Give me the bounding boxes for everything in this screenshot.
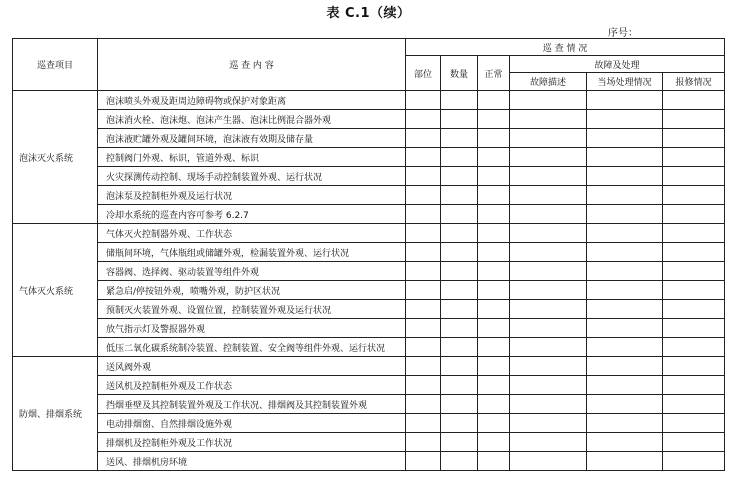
inspection-content-cell: 电动排烟窗、自然排烟设施外观 [98,414,406,433]
fault-description-cell[interactable] [510,395,587,414]
normal-cell[interactable] [478,167,510,186]
onsite-handling-cell[interactable] [587,167,663,186]
normal-cell[interactable] [478,91,510,110]
inspection-content-cell: 控制阀门外观、标识，管道外观、标识 [98,148,406,167]
onsite-handling-cell[interactable] [587,129,663,148]
location-cell[interactable] [406,300,441,319]
inspection-content-cell: 低压二氧化碳系统制冷装置、控制装置、安全阀等组件外观、运行状况 [98,338,406,357]
fault-description-cell[interactable] [510,110,587,129]
onsite-handling-cell[interactable] [587,186,663,205]
onsite-handling-cell[interactable] [587,319,663,338]
onsite-handling-cell[interactable] [587,452,663,471]
header-content: 巡 查 内 容 [98,39,406,91]
table-row [13,243,725,262]
normal-cell[interactable] [478,186,510,205]
quantity-cell[interactable] [441,110,478,129]
inspection-table [12,38,725,471]
table-row [13,433,725,452]
table-row [13,129,725,148]
location-cell[interactable] [406,243,441,262]
inspection-content-cell: 储瓶间环境，气体瓶组或储罐外观，检漏装置外观、运行状况 [98,243,406,262]
normal-cell[interactable] [478,319,510,338]
fault-description-cell[interactable] [510,300,587,319]
onsite-handling-cell[interactable] [587,91,663,110]
table-row [13,414,725,433]
repair-status-cell[interactable] [663,395,725,414]
quantity-cell[interactable] [441,395,478,414]
onsite-handling-cell[interactable] [587,357,663,376]
repair-status-cell[interactable] [663,281,725,300]
table-row [13,338,725,357]
onsite-handling-cell[interactable] [587,224,663,243]
table-row [13,357,725,376]
quantity-cell[interactable] [441,452,478,471]
inspection-content-cell: 送风阀外观 [98,357,406,376]
quantity-cell[interactable] [441,433,478,452]
inspection-content-cell: 预制灭火装置外观、设置位置，控制装置外观及运行状况 [98,300,406,319]
header-onsite-handling: 当场处理情况 [587,73,663,91]
normal-cell[interactable] [478,452,510,471]
quantity-cell[interactable] [441,205,478,224]
normal-cell[interactable] [478,243,510,262]
quantity-cell[interactable] [441,262,478,281]
table-row [13,376,725,395]
normal-cell[interactable] [478,338,510,357]
repair-status-cell[interactable] [663,300,725,319]
inspection-item-cell: 气体灭火系统 [13,224,98,357]
fault-description-cell[interactable] [510,205,587,224]
inspection-item-cell: 防烟、排烟系统 [13,357,98,471]
table-row [13,395,725,414]
fault-description-cell[interactable] [510,414,587,433]
normal-cell[interactable] [478,129,510,148]
onsite-handling-cell[interactable] [587,300,663,319]
header-fault-description: 故障描述 [510,73,587,91]
header-quantity: 数量 [441,56,478,91]
quantity-cell[interactable] [441,376,478,395]
quantity-cell[interactable] [441,281,478,300]
normal-cell[interactable] [478,148,510,167]
inspection-content-cell: 容器阀、选择阀、驱动装置等组件外观 [98,262,406,281]
repair-status-cell[interactable] [663,357,725,376]
table-row [13,281,725,300]
fault-description-cell[interactable] [510,186,587,205]
table-row [13,224,725,243]
onsite-handling-cell[interactable] [587,376,663,395]
table-row [13,262,725,281]
repair-status-cell[interactable] [663,376,725,395]
header-normal: 正常 [478,56,510,91]
repair-status-cell[interactable] [663,319,725,338]
repair-status-cell[interactable] [663,338,725,357]
normal-cell[interactable] [478,300,510,319]
repair-status-cell[interactable] [663,91,725,110]
fault-description-cell[interactable] [510,433,587,452]
inspection-content-cell: 气体灭火控制器外观、工作状态 [98,224,406,243]
quantity-cell[interactable] [441,414,478,433]
fault-description-cell[interactable] [510,148,587,167]
quantity-cell[interactable] [441,167,478,186]
header-location: 部位 [406,56,441,91]
fault-description-cell[interactable] [510,262,587,281]
inspection-content-cell: 送风机及控制柜外观及工作状态 [98,376,406,395]
table-row [13,91,725,110]
quantity-cell[interactable] [441,243,478,262]
location-cell[interactable] [406,395,441,414]
inspection-content-cell: 送风、排烟机房环境 [98,452,406,471]
table-row [13,319,725,338]
inspection-content-cell: 泡沫液贮罐外观及罐间环境，泡沫液有效期及储存量 [98,129,406,148]
fault-description-cell[interactable] [510,281,587,300]
repair-status-cell[interactable] [663,148,725,167]
table-row [13,110,725,129]
inspection-content-cell: 泡沫喷头外观及距周边障碍物或保护对象距离 [98,91,406,110]
header-fault-handling: 故障及处理 [510,56,725,73]
normal-cell[interactable] [478,224,510,243]
normal-cell[interactable] [478,433,510,452]
onsite-handling-cell[interactable] [587,395,663,414]
location-cell[interactable] [406,281,441,300]
quantity-cell[interactable] [441,357,478,376]
table-row [13,300,725,319]
onsite-handling-cell[interactable] [587,433,663,452]
table-row [13,186,725,205]
quantity-cell[interactable] [441,186,478,205]
onsite-handling-cell[interactable] [587,148,663,167]
location-cell[interactable] [406,110,441,129]
repair-status-cell[interactable] [663,110,725,129]
location-cell[interactable] [406,224,441,243]
repair-status-cell[interactable] [663,205,725,224]
location-cell[interactable] [406,167,441,186]
normal-cell[interactable] [478,281,510,300]
repair-status-cell[interactable] [663,262,725,281]
onsite-handling-cell[interactable] [587,110,663,129]
quantity-cell[interactable] [441,319,478,338]
onsite-handling-cell[interactable] [587,262,663,281]
inspection-content-cell: 排烟机及控制柜外观及工作状况 [98,433,406,452]
onsite-handling-cell[interactable] [587,205,663,224]
inspection-content-cell: 挡烟垂壁及其控制装置外观及工作状况、排烟阀及其控制装置外观 [98,395,406,414]
table-row [13,452,725,471]
location-cell[interactable] [406,129,441,148]
location-cell[interactable] [406,357,441,376]
table-row [13,205,725,224]
normal-cell[interactable] [478,205,510,224]
inspection-content-cell: 泡沫消火栓、泡沫炮、泡沫产生器、泡沫比例混合器外观 [98,110,406,129]
quantity-cell[interactable] [441,300,478,319]
location-cell[interactable] [406,338,441,357]
repair-status-cell[interactable] [663,243,725,262]
onsite-handling-cell[interactable] [587,243,663,262]
header-situation: 巡 查 情 况 [406,39,725,56]
fault-description-cell[interactable] [510,338,587,357]
repair-status-cell[interactable] [663,129,725,148]
quantity-cell[interactable] [441,129,478,148]
repair-status-cell[interactable] [663,433,725,452]
fault-description-cell[interactable] [510,224,587,243]
fault-description-cell[interactable] [510,452,587,471]
inspection-item-cell: 泡沫灭火系统 [13,91,98,224]
sequence-number-label: 序号： [608,28,638,39]
location-cell[interactable] [406,91,441,110]
inspection-content-cell: 紧急启/停按钮外观，喷嘴外观，防护区状况 [98,281,406,300]
fault-description-cell[interactable] [510,243,587,262]
inspection-content-cell: 火灾探测传动控制、现场手动控制装置外观、运行状况 [98,167,406,186]
quantity-cell[interactable] [441,148,478,167]
onsite-handling-cell[interactable] [587,281,663,300]
normal-cell[interactable] [478,110,510,129]
normal-cell[interactable] [478,357,510,376]
table-row [13,148,725,167]
quantity-cell[interactable] [441,338,478,357]
location-cell[interactable] [406,376,441,395]
repair-status-cell[interactable] [663,224,725,243]
fault-description-cell[interactable] [510,376,587,395]
quantity-cell[interactable] [441,224,478,243]
location-cell[interactable] [406,433,441,452]
fault-description-cell[interactable] [510,167,587,186]
normal-cell[interactable] [478,376,510,395]
normal-cell[interactable] [478,262,510,281]
onsite-handling-cell[interactable] [587,414,663,433]
inspection-content-cell: 泡沫泵及控制柜外观及运行状况 [98,186,406,205]
location-cell[interactable] [406,262,441,281]
repair-status-cell[interactable] [663,414,725,433]
repair-status-cell[interactable] [663,167,725,186]
location-cell[interactable] [406,186,441,205]
table-title: 表 C.1（续） [326,6,411,21]
location-cell[interactable] [406,414,441,433]
location-cell[interactable] [406,205,441,224]
fault-description-cell[interactable] [510,319,587,338]
onsite-handling-cell[interactable] [587,338,663,357]
inspection-content-cell: 放气指示灯及警报器外观 [98,319,406,338]
quantity-cell[interactable] [441,91,478,110]
location-cell[interactable] [406,452,441,471]
normal-cell[interactable] [478,414,510,433]
repair-status-cell[interactable] [663,186,725,205]
header-repair-status: 报修情况 [663,73,725,91]
inspection-content-cell: 冷却水系统的巡查内容可参考 6.2.7 [98,205,406,224]
repair-status-cell[interactable] [663,452,725,471]
table-row [13,167,725,186]
location-cell[interactable] [406,319,441,338]
fault-description-cell[interactable] [510,91,587,110]
fault-description-cell[interactable] [510,357,587,376]
location-cell[interactable] [406,148,441,167]
fault-description-cell[interactable] [510,129,587,148]
header-item: 巡查项目 [13,39,98,91]
normal-cell[interactable] [478,395,510,414]
